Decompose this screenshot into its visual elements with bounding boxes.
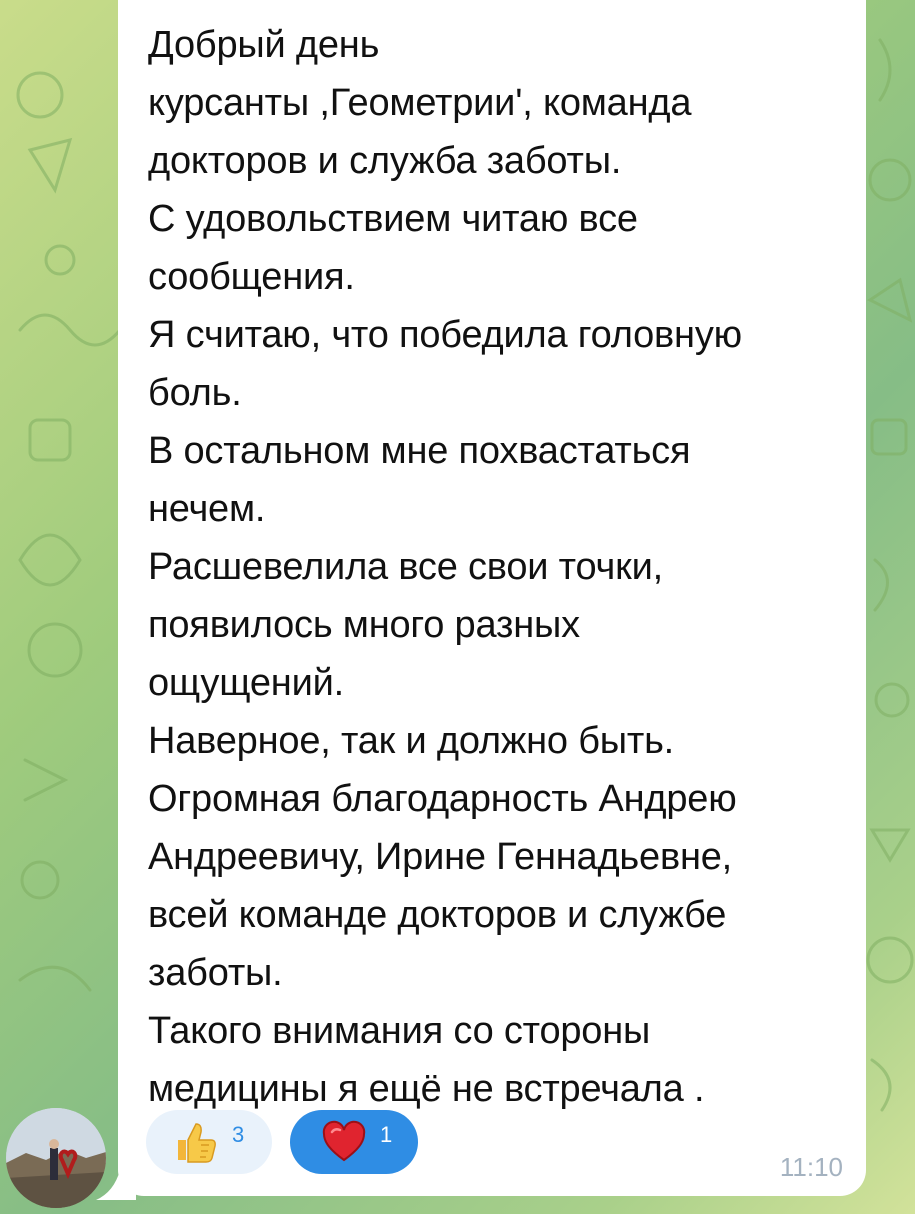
message-line: В остальном мне похвастаться [148,430,691,472]
message-line: Добрый день [148,24,380,66]
thumbs-up-icon [172,1118,220,1166]
reactions-bar [146,1110,418,1174]
sender-avatar[interactable] [6,1108,106,1208]
reaction-count: 3 [232,1122,245,1147]
message-line: Я считаю, что победила головную [148,314,742,356]
reaction-heart-button[interactable] [290,1110,418,1174]
message-time: 11:10 [779,1152,843,1182]
message-line: заботы. [148,952,283,994]
heart-icon [320,1118,368,1166]
reaction-count: 1 [380,1122,393,1147]
message-line: боль. [148,372,242,414]
message-line: сообщения. [148,256,355,298]
message-line: Расшевелила все свои точки, [148,546,663,588]
avatar-photo [6,1108,106,1208]
message-line: Наверное, так и должно быть. [148,720,675,762]
message-text [148,16,848,1118]
message-line: С удовольствием читаю все [148,198,638,240]
message-line: Такого внимания со стороны [148,1010,651,1052]
message-line: курсанты ,Геометрии', команда [148,82,692,124]
reaction-thumbs-up-button[interactable] [146,1110,272,1174]
message-line: Огромная благодарность Андрею [148,778,737,820]
message-line: медицины я ещё не встречала . [148,1068,705,1110]
message-line: появилось много разных [148,604,580,646]
message-line: всей команде докторов и службе [148,894,727,936]
message-line: нечем. [148,488,266,530]
message-line: Андреевичу, Ирине Геннадьевне, [148,836,733,878]
message-line: докторов и служба заботы. [148,140,622,182]
message-line: ощущений. [148,662,344,704]
